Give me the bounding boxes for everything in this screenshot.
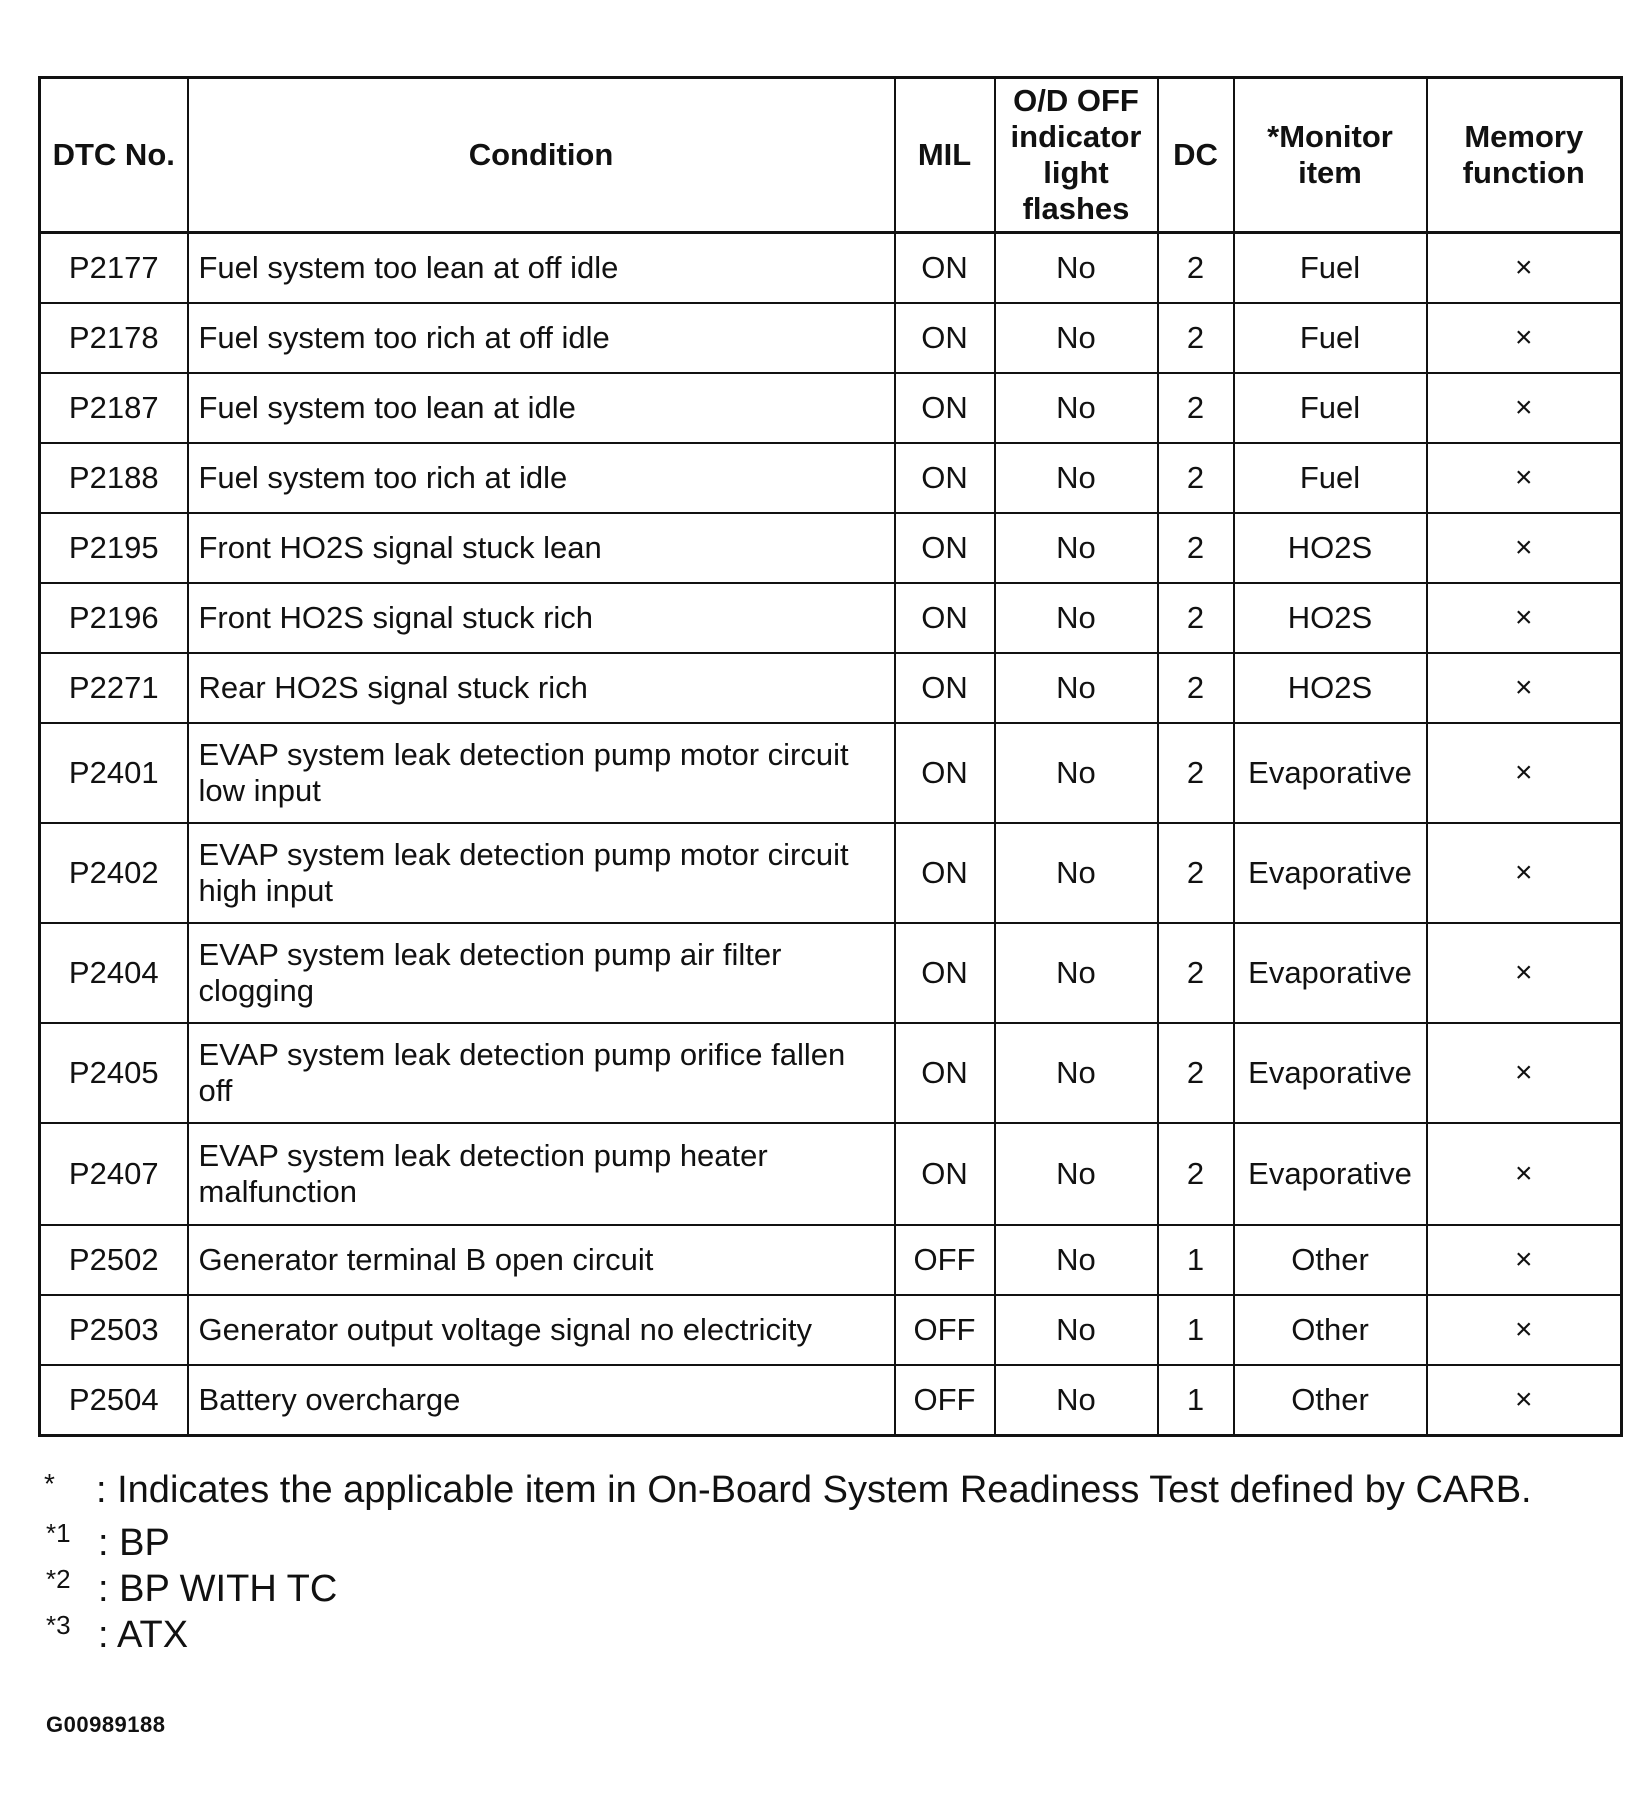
condition-text: Generator terminal B open circuit [188,1225,895,1295]
od-off-flash: No [995,653,1158,723]
dtc-code: P2504 [40,1365,188,1436]
mil-status: ON [895,653,995,723]
dtc-code: P2271 [40,653,188,723]
dc-value: 2 [1158,233,1234,304]
condition-text: Fuel system too rich at off idle [188,303,895,373]
monitor-item: Other [1234,1365,1427,1436]
footnote-atx [40,1612,1620,1658]
mil-status: ON [895,923,995,1023]
dc-value: 2 [1158,303,1234,373]
memory-function-mark: × [1427,1123,1622,1225]
dc-value: 1 [1158,1225,1234,1295]
memory-function-mark: × [1427,1365,1622,1436]
monitor-item: HO2S [1234,513,1427,583]
monitor-item: Other [1234,1225,1427,1295]
dc-value: 2 [1158,443,1234,513]
od-off-flash: No [995,1023,1158,1123]
monitor-item: HO2S [1234,583,1427,653]
dtc-code: P2402 [40,823,188,923]
memory-function-mark: × [1427,823,1622,923]
condition-text: EVAP system leak detection pump air filter clogging [188,923,895,1023]
table-row [40,1295,1622,1365]
footnote-marker: *3 [46,1610,71,1640]
od-off-flash: No [995,513,1158,583]
header-memory-function: Memory function [1427,78,1622,233]
memory-function-mark: × [1427,373,1622,443]
dtc-code: P2178 [40,303,188,373]
od-off-flash: No [995,373,1158,443]
header-monitor-item: *Monitor item [1234,78,1427,233]
dtc-code: P2195 [40,513,188,583]
memory-function-mark: × [1427,653,1622,723]
od-off-flash: No [995,1365,1158,1436]
dtc-code: P2404 [40,923,188,1023]
table-row [40,583,1622,653]
table-row [40,443,1622,513]
table-row [40,373,1622,443]
memory-function-mark: × [1427,583,1622,653]
monitor-item: Evaporative [1234,723,1427,823]
header-condition: Condition [188,78,895,233]
footnote-bp-with-tc [40,1566,1620,1612]
condition-text: EVAP system leak detection pump motor circuit low input [188,723,895,823]
od-off-flash: No [995,1123,1158,1225]
memory-function-mark: × [1427,513,1622,583]
table-row [40,823,1622,923]
footnote-text: : BP [98,1522,170,1564]
monitor-item: Fuel [1234,443,1427,513]
mil-status: OFF [895,1295,995,1365]
monitor-item: Evaporative [1234,1123,1427,1225]
footnote-bp [40,1520,1620,1566]
od-off-flash: No [995,823,1158,923]
dc-value: 2 [1158,653,1234,723]
table-row [40,513,1622,583]
dc-value: 2 [1158,373,1234,443]
condition-text: Front HO2S signal stuck rich [188,583,895,653]
footnote-text: : ATX [98,1614,189,1656]
mil-status: ON [895,723,995,823]
dtc-code: P2177 [40,233,188,304]
monitor-item: Other [1234,1295,1427,1365]
od-off-flash: No [995,303,1158,373]
table-body [40,233,1622,1436]
od-off-flash: No [995,723,1158,823]
table-row [40,923,1622,1023]
dc-value: 1 [1158,1365,1234,1436]
table-row [40,233,1622,304]
figure-id: G00989188 [46,1712,166,1737]
memory-function-mark: × [1427,1023,1622,1123]
condition-text: EVAP system leak detection pump heater malfunction [188,1123,895,1225]
condition-text: Battery overcharge [188,1365,895,1436]
monitor-item: Evaporative [1234,1023,1427,1123]
memory-function-mark: × [1427,443,1622,513]
table-row [40,1365,1622,1436]
condition-text: EVAP system leak detection pump orifice fallen off [188,1023,895,1123]
condition-text: Generator output voltage signal no electricity [188,1295,895,1365]
memory-function-mark: × [1427,303,1622,373]
table-header [40,78,1622,233]
footnote-text: : Indicates the applicable item in On-Board System Readiness Test defined by CARB. [96,1469,1532,1511]
dc-value: 2 [1158,583,1234,653]
dtc-code: P2503 [40,1295,188,1365]
dc-value: 2 [1158,513,1234,583]
mil-status: ON [895,1023,995,1123]
mil-status: ON [895,513,995,583]
header-dtc-no: DTC No. [40,78,188,233]
header-mil: MIL [895,78,995,233]
header-od-off-indicator: O/D OFF indicator light flashes [995,78,1158,233]
dc-value: 2 [1158,823,1234,923]
dc-value: 2 [1158,1123,1234,1225]
memory-function-mark: × [1427,723,1622,823]
dtc-code: P2502 [40,1225,188,1295]
table-row [40,1225,1622,1295]
mil-status: OFF [895,1365,995,1436]
condition-text: Fuel system too lean at idle [188,373,895,443]
table-row [40,1123,1622,1225]
condition-text: Fuel system too rich at idle [188,443,895,513]
mil-status: ON [895,373,995,443]
dc-value: 1 [1158,1295,1234,1365]
dtc-code: P2188 [40,443,188,513]
header-row [40,78,1622,233]
table-row [40,303,1622,373]
mil-status: ON [895,303,995,373]
mil-status: ON [895,1123,995,1225]
condition-text: Fuel system too lean at off idle [188,233,895,304]
dc-value: 2 [1158,723,1234,823]
memory-function-mark: × [1427,233,1622,304]
od-off-flash: No [995,923,1158,1023]
dtc-code: P2196 [40,583,188,653]
monitor-item: Evaporative [1234,823,1427,923]
mil-status: ON [895,233,995,304]
dtc-code: P2407 [40,1123,188,1225]
dc-value: 2 [1158,923,1234,1023]
mil-status: ON [895,443,995,513]
memory-function-mark: × [1427,1295,1622,1365]
table-row [40,723,1622,823]
footnotes [40,1468,1620,1658]
od-off-flash: No [995,583,1158,653]
monitor-item: Evaporative [1234,923,1427,1023]
footnote-marker: * [44,1468,55,1499]
memory-function-mark: × [1427,923,1622,1023]
header-dc: DC [1158,78,1234,233]
od-off-flash: No [995,1295,1158,1365]
monitor-item: HO2S [1234,653,1427,723]
table-row [40,653,1622,723]
memory-function-mark: × [1427,1225,1622,1295]
dtc-code: P2401 [40,723,188,823]
mil-status: OFF [895,1225,995,1295]
mil-status: ON [895,583,995,653]
dtc-code: P2405 [40,1023,188,1123]
dtc-table [38,76,1623,1437]
dc-value: 2 [1158,1023,1234,1123]
monitor-item: Fuel [1234,303,1427,373]
monitor-item: Fuel [1234,233,1427,304]
od-off-flash: No [995,233,1158,304]
od-off-flash: No [995,1225,1158,1295]
condition-text: Front HO2S signal stuck lean [188,513,895,583]
od-off-flash: No [995,443,1158,513]
footnote-marker: *2 [46,1564,71,1594]
footnote-marker: *1 [46,1518,71,1548]
dtc-code: P2187 [40,373,188,443]
mil-status: ON [895,823,995,923]
footnote-monitor [40,1468,1620,1512]
condition-text: Rear HO2S signal stuck rich [188,653,895,723]
table-row [40,1023,1622,1123]
condition-text: EVAP system leak detection pump motor circuit high input [188,823,895,923]
monitor-item: Fuel [1234,373,1427,443]
footnote-text: : BP WITH TC [98,1568,338,1610]
